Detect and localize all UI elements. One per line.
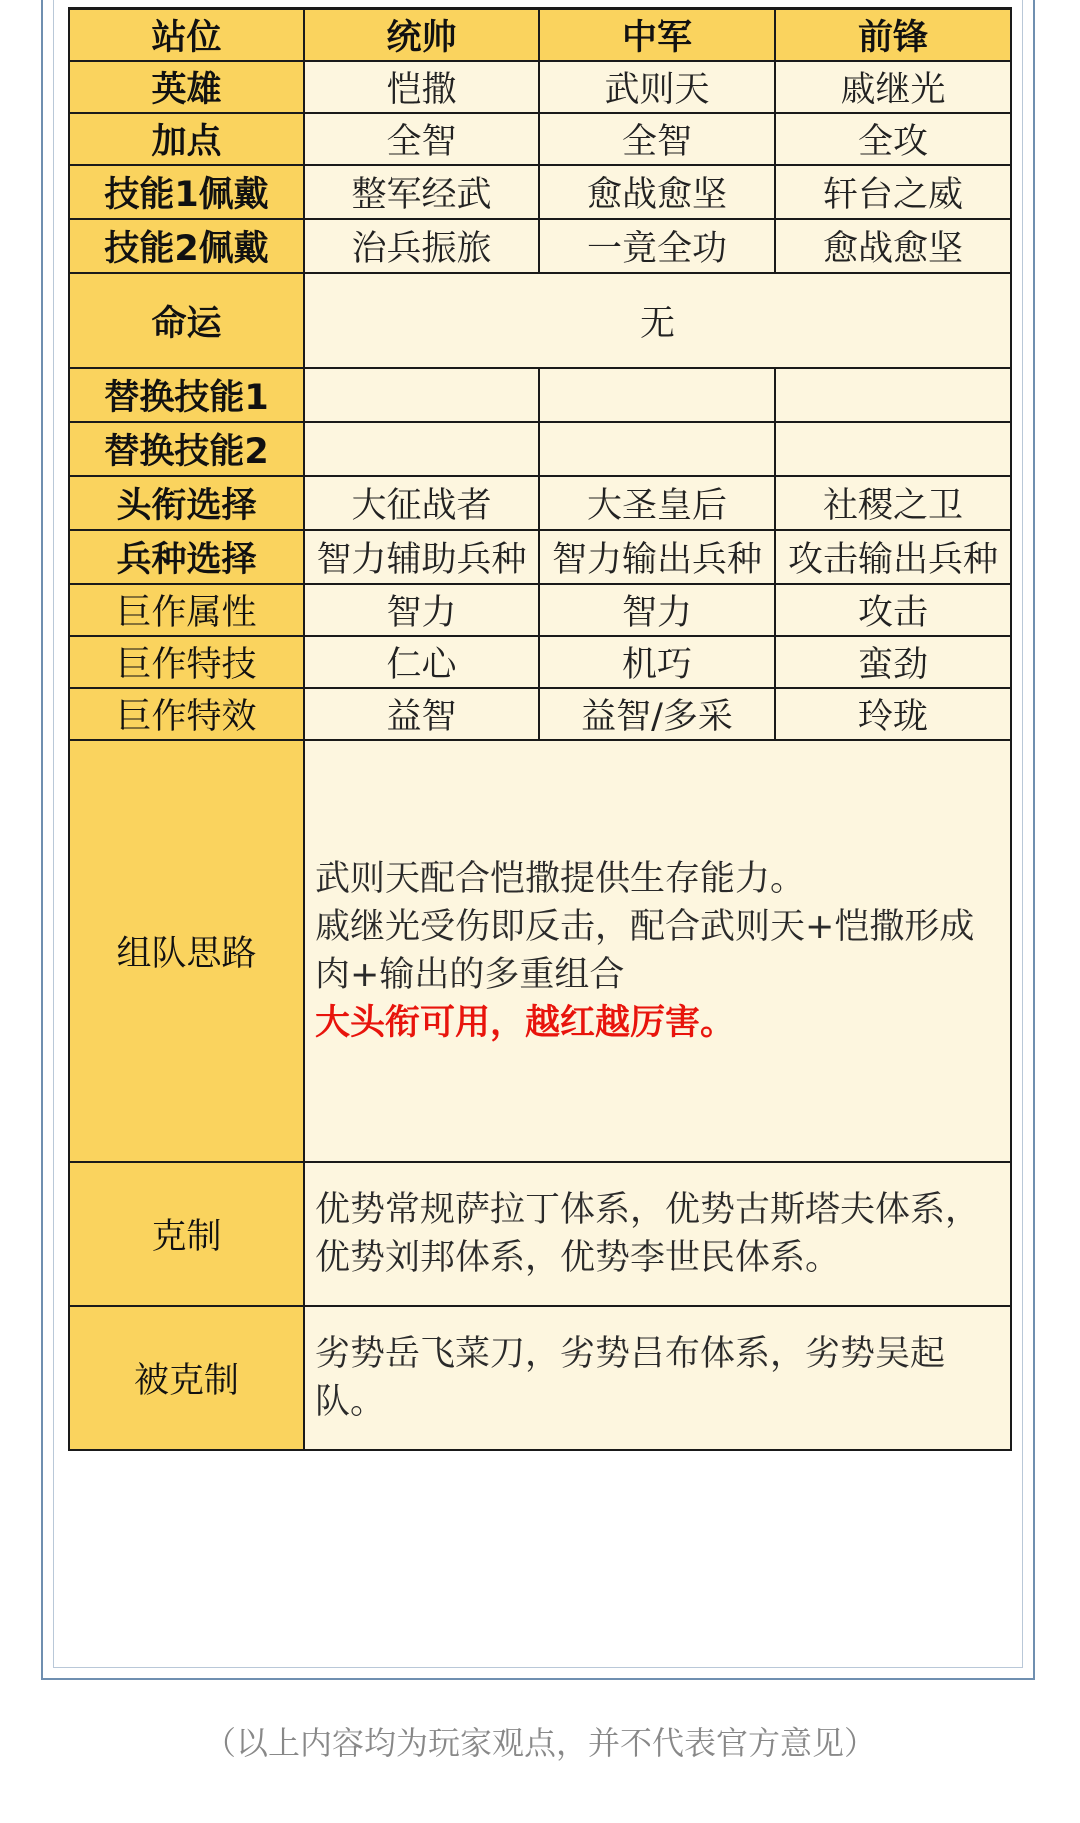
header-center: 中军 xyxy=(539,9,775,62)
cell-troop-commander: 智力辅助兵种 xyxy=(304,530,539,584)
cell-skill1-commander: 整军经武 xyxy=(304,165,539,219)
row-label-masterwork-attr: 巨作属性 xyxy=(69,584,304,636)
cell-points-vanguard: 全攻 xyxy=(775,113,1011,165)
header-position: 站位 xyxy=(69,9,304,62)
row-alt-skill1 xyxy=(69,368,1011,422)
cell-skill2-commander: 治兵振旅 xyxy=(304,219,539,273)
cell-alt1-center xyxy=(539,368,775,422)
cell-effect-commander: 益智 xyxy=(304,688,539,740)
strategy-highlight: 大头衔可用，越红越厉害。 xyxy=(315,1003,736,1043)
cell-alt2-center xyxy=(539,422,775,476)
row-points xyxy=(69,113,1011,165)
row-fate xyxy=(69,273,1011,368)
row-masterwork-trait xyxy=(69,636,1011,688)
cell-hero-commander: 恺撒 xyxy=(304,61,539,113)
cell-alt1-commander xyxy=(304,368,539,422)
strategy-line-1: 武则天配合恺撒提供生存能力。 xyxy=(315,859,806,899)
cell-attr-center: 智力 xyxy=(539,584,775,636)
row-label-skill1: 技能1佩戴 xyxy=(69,165,304,219)
cell-skill1-vanguard: 轩台之威 xyxy=(775,165,1011,219)
cell-counters: 优势常规萨拉丁体系，优势古斯塔夫体系，优势刘邦体系，优势李世民体系。 xyxy=(304,1162,1011,1306)
cell-trait-commander: 仁心 xyxy=(304,636,539,688)
row-label-alt-skill2: 替换技能2 xyxy=(69,422,304,476)
cell-hero-vanguard: 戚继光 xyxy=(775,61,1011,113)
row-masterwork-effect xyxy=(69,688,1011,740)
row-title xyxy=(69,476,1011,530)
row-label-points: 加点 xyxy=(69,113,304,165)
cell-effect-vanguard: 玲珑 xyxy=(775,688,1011,740)
cell-points-commander: 全智 xyxy=(304,113,539,165)
cell-title-vanguard: 社稷之卫 xyxy=(775,476,1011,530)
row-strategy xyxy=(69,740,1011,1162)
row-label-title: 头衔选择 xyxy=(69,476,304,530)
disclaimer-footnote: （以上内容均为玩家观点，并不代表官方意见） xyxy=(203,1724,876,1762)
cell-effect-center: 益智/多采 xyxy=(539,688,775,740)
row-masterwork-attr xyxy=(69,584,1011,636)
cell-trait-center: 机巧 xyxy=(539,636,775,688)
header-commander: 统帅 xyxy=(304,9,539,62)
row-label-strategy: 组队思路 xyxy=(69,740,304,1162)
row-label-countered-by: 被克制 xyxy=(69,1306,304,1450)
cell-strategy xyxy=(304,740,1011,1162)
cell-alt1-vanguard xyxy=(775,368,1011,422)
cell-points-center: 全智 xyxy=(539,113,775,165)
cell-countered-by: 劣势岳飞菜刀，劣势吕布体系，劣势吴起队。 xyxy=(304,1306,1011,1450)
cell-attr-commander: 智力 xyxy=(304,584,539,636)
cell-hero-center: 武则天 xyxy=(539,61,775,113)
row-label-masterwork-trait: 巨作特技 xyxy=(69,636,304,688)
row-label-fate: 命运 xyxy=(69,273,304,368)
table-header-row xyxy=(69,9,1011,62)
row-label-counters: 克制 xyxy=(69,1162,304,1306)
cell-skill1-center: 愈战愈坚 xyxy=(539,165,775,219)
row-hero xyxy=(69,61,1011,113)
row-skill2 xyxy=(69,219,1011,273)
cell-title-center: 大圣皇后 xyxy=(539,476,775,530)
cell-troop-center: 智力输出兵种 xyxy=(539,530,775,584)
row-troop xyxy=(69,530,1011,584)
cell-skill2-center: 一竟全功 xyxy=(539,219,775,273)
cell-trait-vanguard: 蛮劲 xyxy=(775,636,1011,688)
cell-troop-vanguard: 攻击输出兵种 xyxy=(775,530,1011,584)
row-counters xyxy=(69,1162,1011,1306)
cell-title-commander: 大征战者 xyxy=(304,476,539,530)
cell-alt2-commander xyxy=(304,422,539,476)
row-countered-by xyxy=(69,1306,1011,1450)
row-label-hero: 英雄 xyxy=(69,61,304,113)
strategy-line-2: 戚继光受伤即反击，配合武则天+恺撒形成肉+输出的多重组合 xyxy=(315,907,975,995)
row-label-alt-skill1: 替换技能1 xyxy=(69,368,304,422)
cell-attr-vanguard: 攻击 xyxy=(775,584,1011,636)
row-alt-skill2 xyxy=(69,422,1011,476)
row-label-skill2: 技能2佩戴 xyxy=(69,219,304,273)
row-skill1 xyxy=(69,165,1011,219)
cell-fate: 无 xyxy=(304,273,1011,368)
lineup-table xyxy=(68,7,1012,1451)
row-label-troop: 兵种选择 xyxy=(69,530,304,584)
row-label-masterwork-effect: 巨作特效 xyxy=(69,688,304,740)
cell-alt2-vanguard xyxy=(775,422,1011,476)
cell-skill2-vanguard: 愈战愈坚 xyxy=(775,219,1011,273)
header-vanguard: 前锋 xyxy=(775,9,1011,62)
